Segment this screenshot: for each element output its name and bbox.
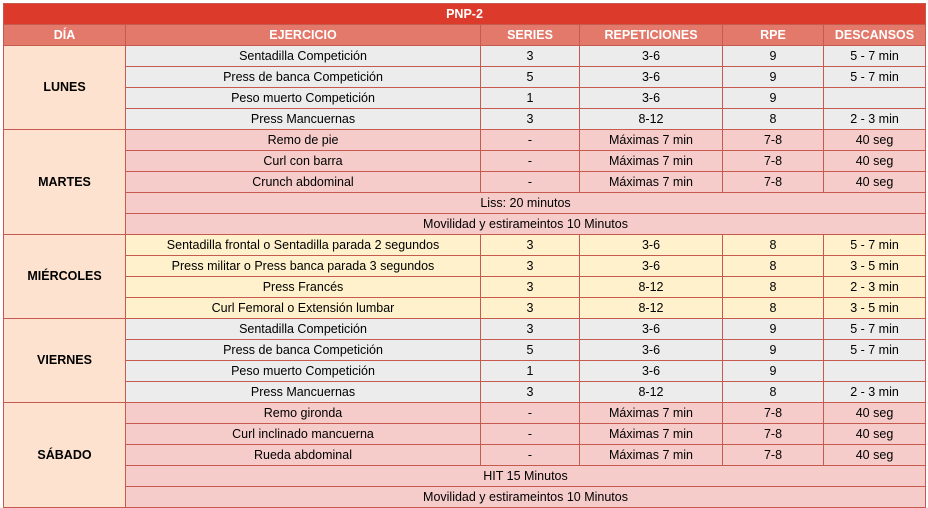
- table-row: [4, 151, 926, 172]
- note-row: [4, 193, 926, 214]
- descansos-cell[interactable]: [824, 88, 926, 109]
- header-dia[interactable]: DÍA: [4, 25, 126, 46]
- ejercicio-cell[interactable]: Sentadilla frontal o Sentadilla parada 2 segundos: [126, 235, 481, 256]
- header-ejercicio[interactable]: EJERCICIO: [126, 25, 481, 46]
- series-cell[interactable]: 3: [481, 256, 580, 277]
- descansos-cell[interactable]: 40 seg: [824, 172, 926, 193]
- ejercicio-cell[interactable]: Remo gironda: [126, 403, 481, 424]
- repeticiones-cell[interactable]: 3-6: [580, 67, 723, 88]
- note-cell[interactable]: HIT 15 Minutos: [126, 466, 926, 487]
- series-cell[interactable]: -: [481, 424, 580, 445]
- ejercicio-cell[interactable]: Rueda abdominal: [126, 445, 481, 466]
- ejercicio-cell[interactable]: Press Mancuernas: [126, 109, 481, 130]
- ejercicio-cell[interactable]: Remo de pie: [126, 130, 481, 151]
- repeticiones-cell[interactable]: Máximas 7 min: [580, 130, 723, 151]
- rpe-cell[interactable]: 9: [723, 340, 824, 361]
- repeticiones-cell[interactable]: 3-6: [580, 319, 723, 340]
- note-cell[interactable]: Liss: 20 minutos: [126, 193, 926, 214]
- rpe-cell[interactable]: 7-8: [723, 424, 824, 445]
- table-row: [4, 109, 926, 130]
- header-repeticiones[interactable]: REPETICIONES: [580, 25, 723, 46]
- table-row: [4, 67, 926, 88]
- table-row: [4, 88, 926, 109]
- descansos-cell[interactable]: 3 - 5 min: [824, 298, 926, 319]
- repeticiones-cell[interactable]: Máximas 7 min: [580, 445, 723, 466]
- series-cell[interactable]: -: [481, 151, 580, 172]
- series-cell[interactable]: 3: [481, 235, 580, 256]
- rpe-cell[interactable]: 9: [723, 319, 824, 340]
- descansos-cell[interactable]: 5 - 7 min: [824, 67, 926, 88]
- descansos-cell[interactable]: 3 - 5 min: [824, 256, 926, 277]
- table-row: [4, 256, 926, 277]
- repeticiones-cell[interactable]: Máximas 7 min: [580, 151, 723, 172]
- series-cell[interactable]: 3: [481, 298, 580, 319]
- repeticiones-cell[interactable]: 3-6: [580, 88, 723, 109]
- series-cell[interactable]: 3: [481, 109, 580, 130]
- table-row: [4, 403, 926, 424]
- series-cell[interactable]: 3: [481, 319, 580, 340]
- rpe-cell[interactable]: 8: [723, 298, 824, 319]
- rpe-cell[interactable]: 9: [723, 67, 824, 88]
- descansos-cell[interactable]: 40 seg: [824, 151, 926, 172]
- note-row: [4, 487, 926, 508]
- repeticiones-cell[interactable]: 3-6: [580, 256, 723, 277]
- rpe-cell[interactable]: 8: [723, 235, 824, 256]
- repeticiones-cell[interactable]: 8-12: [580, 109, 723, 130]
- note-cell[interactable]: Movilidad y estirameintos 10 Minutos: [126, 487, 926, 508]
- note-cell[interactable]: Movilidad y estirameintos 10 Minutos: [126, 214, 926, 235]
- ejercicio-cell[interactable]: Crunch abdominal: [126, 172, 481, 193]
- ejercicio-cell[interactable]: Peso muerto Competición: [126, 361, 481, 382]
- day-cell[interactable]: VIERNES: [4, 319, 126, 403]
- rpe-cell[interactable]: 9: [723, 46, 824, 67]
- rpe-cell[interactable]: 7-8: [723, 172, 824, 193]
- table-row: [4, 319, 926, 340]
- repeticiones-cell[interactable]: 3-6: [580, 235, 723, 256]
- sheet-title[interactable]: PNP-2: [4, 4, 926, 25]
- table-row: [4, 130, 926, 151]
- table-row: [4, 298, 926, 319]
- day-cell[interactable]: MIÉRCOLES: [4, 235, 126, 319]
- ejercicio-cell[interactable]: Peso muerto Competición: [126, 88, 481, 109]
- series-cell[interactable]: 5: [481, 67, 580, 88]
- repeticiones-cell[interactable]: 3-6: [580, 340, 723, 361]
- repeticiones-cell[interactable]: Máximas 7 min: [580, 424, 723, 445]
- table-row: [4, 46, 926, 67]
- series-cell[interactable]: -: [481, 445, 580, 466]
- rpe-cell[interactable]: 7-8: [723, 403, 824, 424]
- ejercicio-cell[interactable]: Sentadilla Competición: [126, 319, 481, 340]
- descansos-cell[interactable]: 5 - 7 min: [824, 235, 926, 256]
- repeticiones-cell[interactable]: Máximas 7 min: [580, 403, 723, 424]
- descansos-cell[interactable]: 2 - 3 min: [824, 277, 926, 298]
- rpe-cell[interactable]: 8: [723, 256, 824, 277]
- table-body: [4, 46, 926, 508]
- header-row: [4, 25, 926, 46]
- descansos-cell[interactable]: 2 - 3 min: [824, 109, 926, 130]
- note-row: [4, 466, 926, 487]
- ejercicio-cell[interactable]: Press militar o Press banca parada 3 segundos: [126, 256, 481, 277]
- table-row: [4, 235, 926, 256]
- descansos-cell[interactable]: 5 - 7 min: [824, 340, 926, 361]
- training-table: [3, 3, 926, 508]
- repeticiones-cell[interactable]: Máximas 7 min: [580, 172, 723, 193]
- rpe-cell[interactable]: 8: [723, 382, 824, 403]
- header-descansos[interactable]: DESCANSOS: [824, 25, 926, 46]
- rpe-cell[interactable]: 8: [723, 109, 824, 130]
- repeticiones-cell[interactable]: 8-12: [580, 277, 723, 298]
- series-cell[interactable]: 5: [481, 340, 580, 361]
- table-row: [4, 445, 926, 466]
- table-row: [4, 382, 926, 403]
- rpe-cell[interactable]: 7-8: [723, 445, 824, 466]
- ejercicio-cell[interactable]: Press Mancuernas: [126, 382, 481, 403]
- rpe-cell[interactable]: 7-8: [723, 151, 824, 172]
- repeticiones-cell[interactable]: 3-6: [580, 46, 723, 67]
- descansos-cell[interactable]: 40 seg: [824, 445, 926, 466]
- series-cell[interactable]: 3: [481, 382, 580, 403]
- table-row: [4, 424, 926, 445]
- rpe-cell[interactable]: 9: [723, 88, 824, 109]
- rpe-cell[interactable]: 9: [723, 361, 824, 382]
- descansos-cell[interactable]: 40 seg: [824, 403, 926, 424]
- header-series[interactable]: SERIES: [481, 25, 580, 46]
- ejercicio-cell[interactable]: Press de banca Competición: [126, 67, 481, 88]
- series-cell[interactable]: 3: [481, 277, 580, 298]
- descansos-cell[interactable]: [824, 361, 926, 382]
- ejercicio-cell[interactable]: Curl inclinado mancuerna: [126, 424, 481, 445]
- day-cell[interactable]: LUNES: [4, 46, 126, 130]
- table-row: [4, 277, 926, 298]
- day-cell[interactable]: MARTES: [4, 130, 126, 235]
- series-cell[interactable]: -: [481, 172, 580, 193]
- descansos-cell[interactable]: 5 - 7 min: [824, 46, 926, 67]
- series-cell[interactable]: 3: [481, 46, 580, 67]
- ejercicio-cell[interactable]: Press de banca Competición: [126, 340, 481, 361]
- ejercicio-cell[interactable]: Curl Femoral o Extensión lumbar: [126, 298, 481, 319]
- ejercicio-cell[interactable]: Press Francés: [126, 277, 481, 298]
- series-cell[interactable]: -: [481, 403, 580, 424]
- descansos-cell[interactable]: 5 - 7 min: [824, 319, 926, 340]
- repeticiones-cell[interactable]: 3-6: [580, 361, 723, 382]
- series-cell[interactable]: 1: [481, 88, 580, 109]
- descansos-cell[interactable]: 2 - 3 min: [824, 382, 926, 403]
- descansos-cell[interactable]: 40 seg: [824, 130, 926, 151]
- day-cell[interactable]: SÁBADO: [4, 403, 126, 508]
- series-cell[interactable]: -: [481, 130, 580, 151]
- repeticiones-cell[interactable]: 8-12: [580, 298, 723, 319]
- header-rpe[interactable]: RPE: [723, 25, 824, 46]
- rpe-cell[interactable]: 7-8: [723, 130, 824, 151]
- repeticiones-cell[interactable]: 8-12: [580, 382, 723, 403]
- descansos-cell[interactable]: 40 seg: [824, 424, 926, 445]
- series-cell[interactable]: 1: [481, 361, 580, 382]
- table-row: [4, 361, 926, 382]
- rpe-cell[interactable]: 8: [723, 277, 824, 298]
- table-row: [4, 340, 926, 361]
- table-row: [4, 172, 926, 193]
- ejercicio-cell[interactable]: Curl con barra: [126, 151, 481, 172]
- ejercicio-cell[interactable]: Sentadilla Competición: [126, 46, 481, 67]
- note-row: [4, 214, 926, 235]
